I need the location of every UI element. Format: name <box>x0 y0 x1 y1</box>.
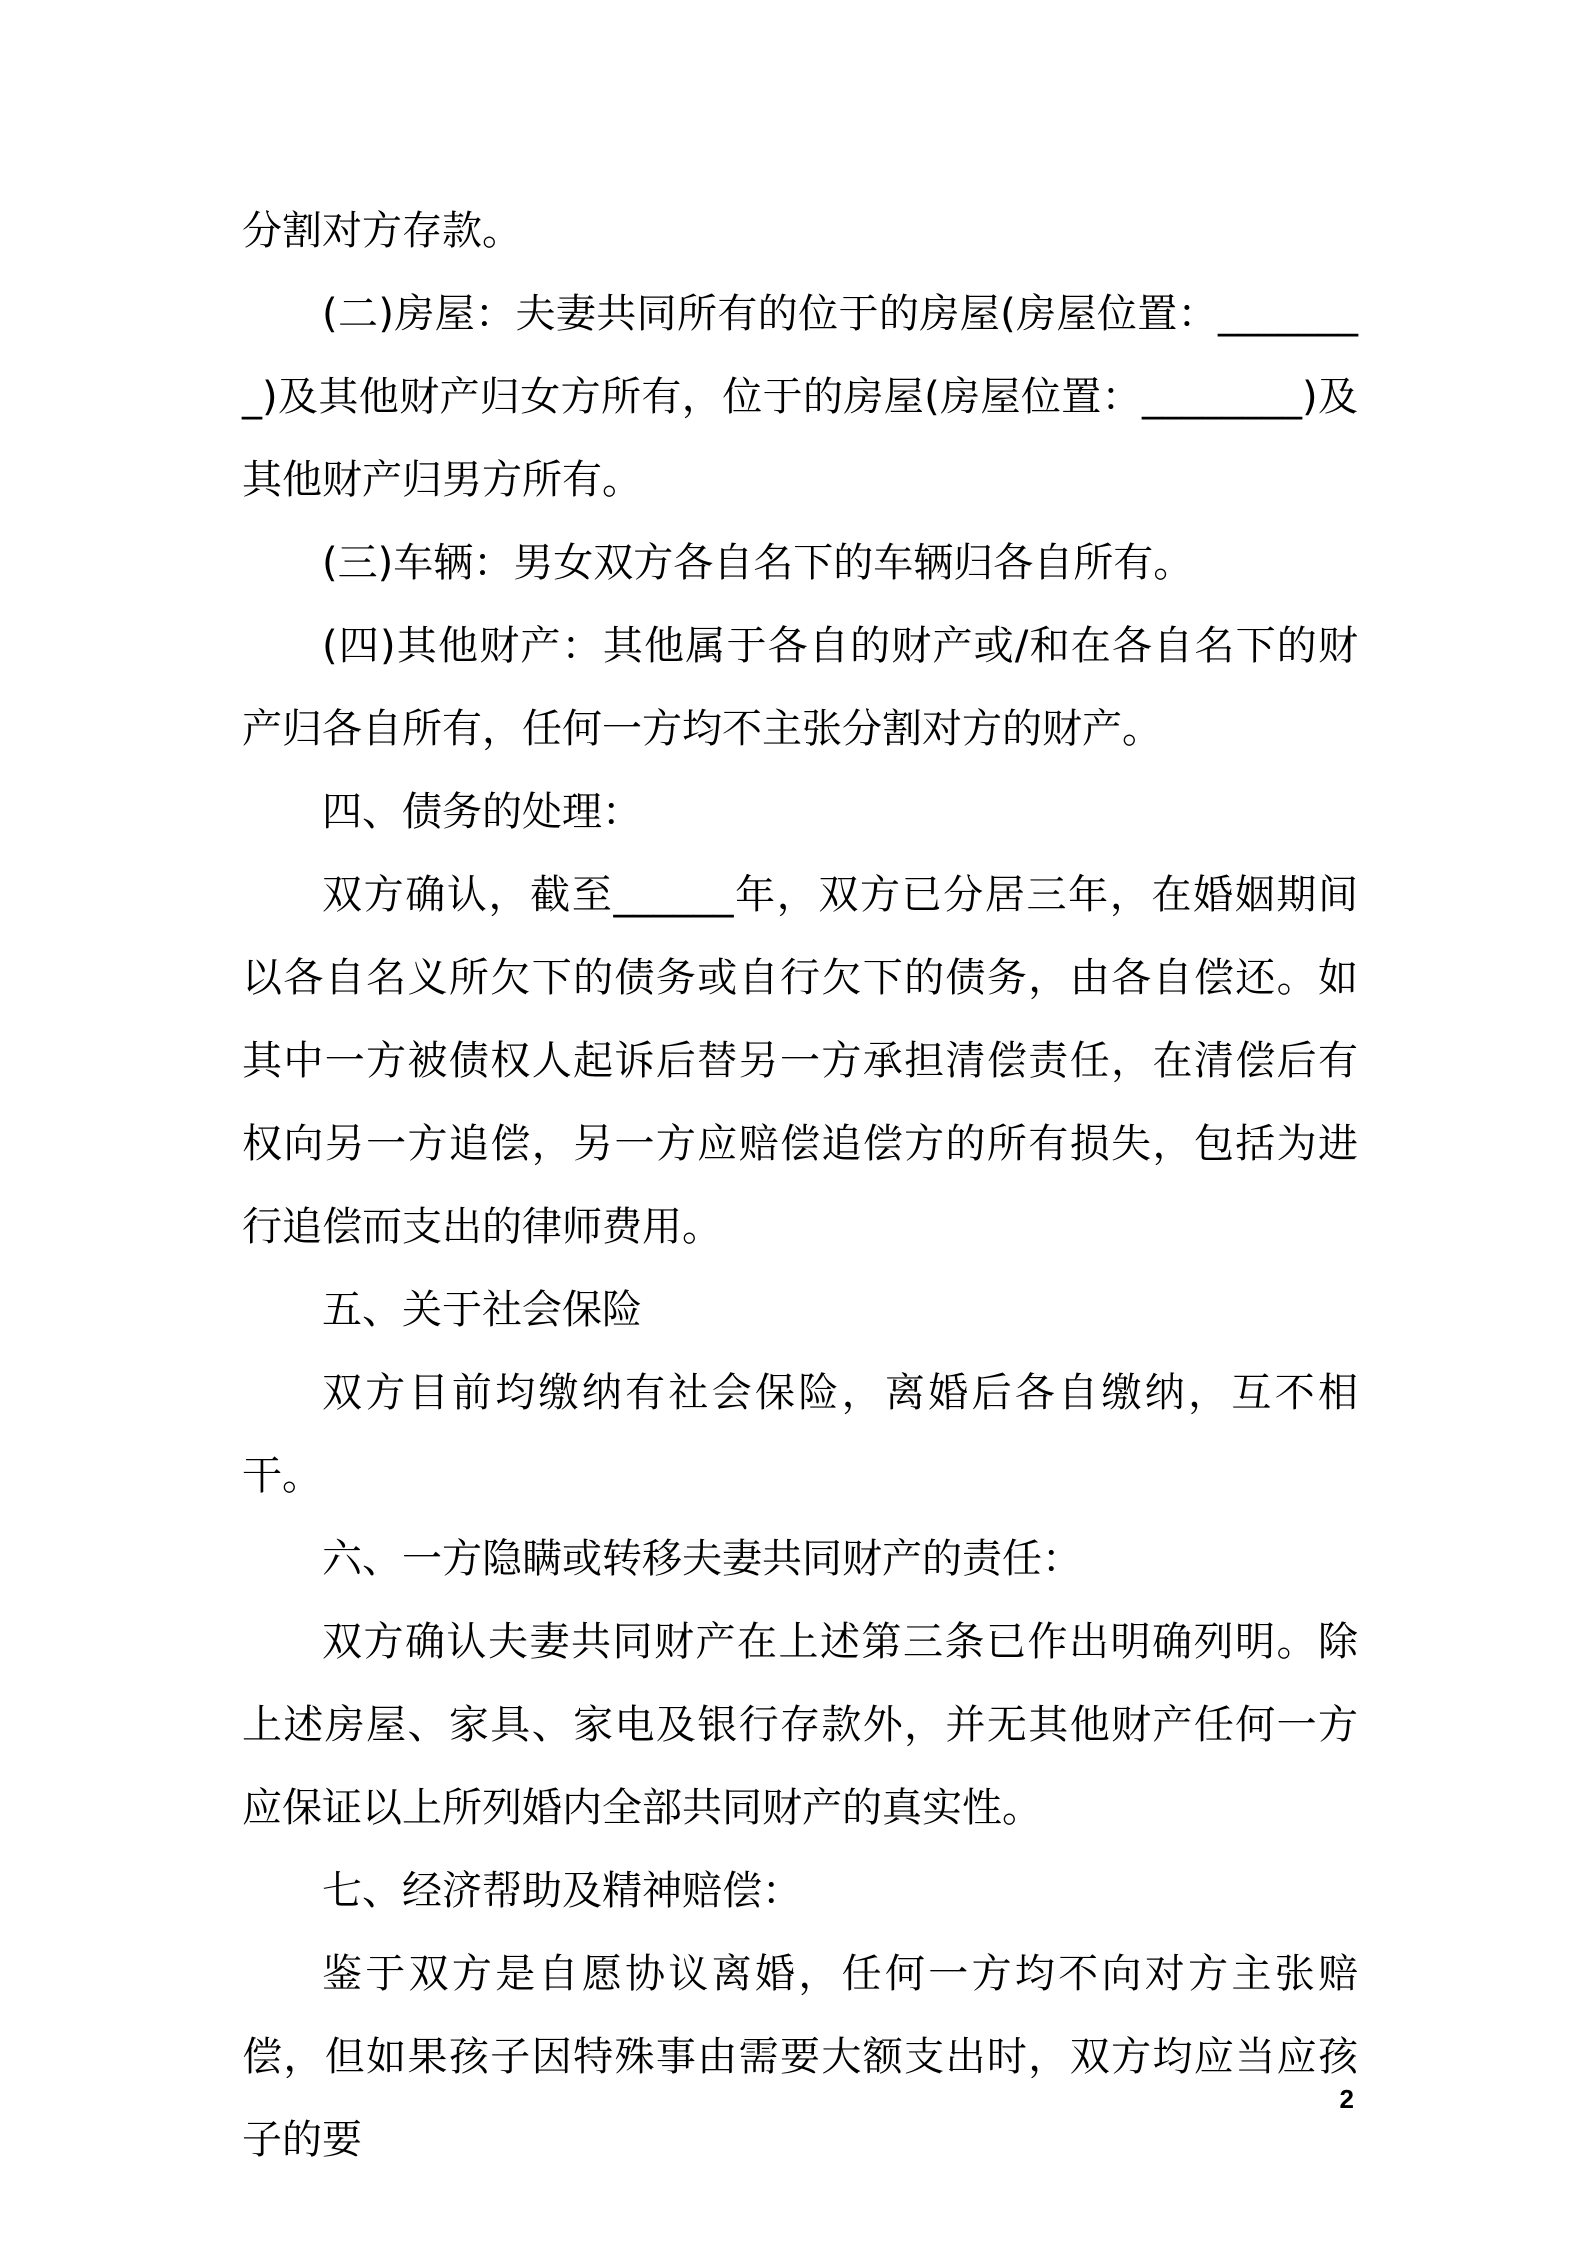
page-number: 2 <box>1339 2084 1354 2114</box>
section-heading-5: 五、关于社会保险 <box>322 1287 642 1333</box>
section-heading-4: 四、债务的处理： <box>322 789 642 835</box>
paragraph-2: (二)房屋：夫妻共同所有的位于的房屋(房屋位置：________)及其他财产归女方所有，位于的房屋(房屋位置：________)及其他财产归男方所有。 <box>242 291 1358 503</box>
body-text <box>242 190 1358 2182</box>
paragraph-6: 双方确认，截至______年，双方已分居三年，在婚姻期间以各自名义所欠下的债务或自行欠下的债务，由各自偿还。如其中一方被债权人起诉后替另一方承担清偿责任，在清偿后有权向另一方追偿，另一方应赔偿追偿方的所有损失，包括为进行追偿而支出的律师费用。 <box>242 872 1358 1250</box>
paragraph-8: 双方目前均缴纳有社会保险，离婚后各自缴纳，互不相干。 <box>242 1370 1358 1499</box>
section-heading-7: 七、经济帮助及精神赔偿： <box>322 1868 802 1914</box>
section-heading-6: 六、一方隐瞒或转移夫妻共同财产的责任： <box>322 1536 1082 1582</box>
paragraph-10: 双方确认夫妻共同财产在上述第三条已作出明确列明。除上述房屋、家具、家电及银行存款外，并无其他财产任何一方应保证以上所列婚内全部共同财产的真实性。 <box>242 1619 1358 1831</box>
paragraph-12: 鉴于双方是自愿协议离婚，任何一方均不向对方主张赔偿，但如果孩子因特殊事由需要大额支出时，双方均应当应孩子的要 <box>242 1951 1358 2163</box>
paragraph-1: 分割对方存款。 <box>242 208 522 254</box>
paragraph-4: (四)其他财产：其他属于各自的财产或/和在各自名下的财产归各自所有，任何一方均不主张分割对方的财产。 <box>242 623 1358 752</box>
paragraph-3: (三)车辆：男女双方各自名下的车辆归各自所有。 <box>322 540 1194 586</box>
